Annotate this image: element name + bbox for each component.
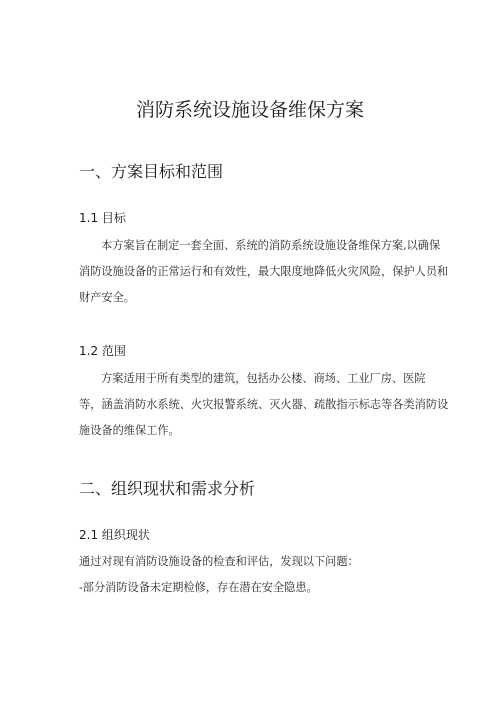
paragraph-line: 消防设施设备的正常运行和有效性，最大限度地降低火灾风险，保护人员和 — [79, 265, 449, 278]
paragraph-goal — [79, 233, 449, 311]
paragraph-line: 通过对现有消防设施设备的检查和评估，发现以下问题： — [79, 555, 359, 568]
subsection-heading-goal: 1.1 目标 — [79, 211, 126, 225]
paragraph-org-status — [79, 549, 445, 601]
paragraph-line: 财产安全。 — [79, 291, 135, 304]
paragraph-line: 施设备的维保工作。 — [79, 424, 180, 437]
section-heading-goals-scope: 一、方案目标和范围 — [79, 162, 224, 181]
paragraph-line: 等，涵盖消防水系统、火灾报警系统、灭火器、疏散指示标志等各类消防设 — [79, 398, 449, 411]
subsection-heading-org-status: 2.1 组织现状 — [79, 528, 150, 542]
section-heading-org-status: 二、组织现状和需求分析 — [79, 479, 256, 498]
document-title: 消防系统设施设备维保方案 — [135, 99, 364, 121]
paragraph-line: 方案适用于所有类型的建筑，包括办公楼、商场、工业厂房、医院 — [101, 372, 426, 385]
subsection-heading-scope: 1.2 范围 — [79, 344, 126, 358]
paragraph-scope — [79, 366, 449, 444]
paragraph-line: -部分消防设备未定期检修，存在潜在安全隐患。 — [79, 581, 318, 594]
paragraph-line: 本方案旨在制定一套全面、系统的消防系统设施设备维保方案,以确保 — [101, 239, 441, 252]
